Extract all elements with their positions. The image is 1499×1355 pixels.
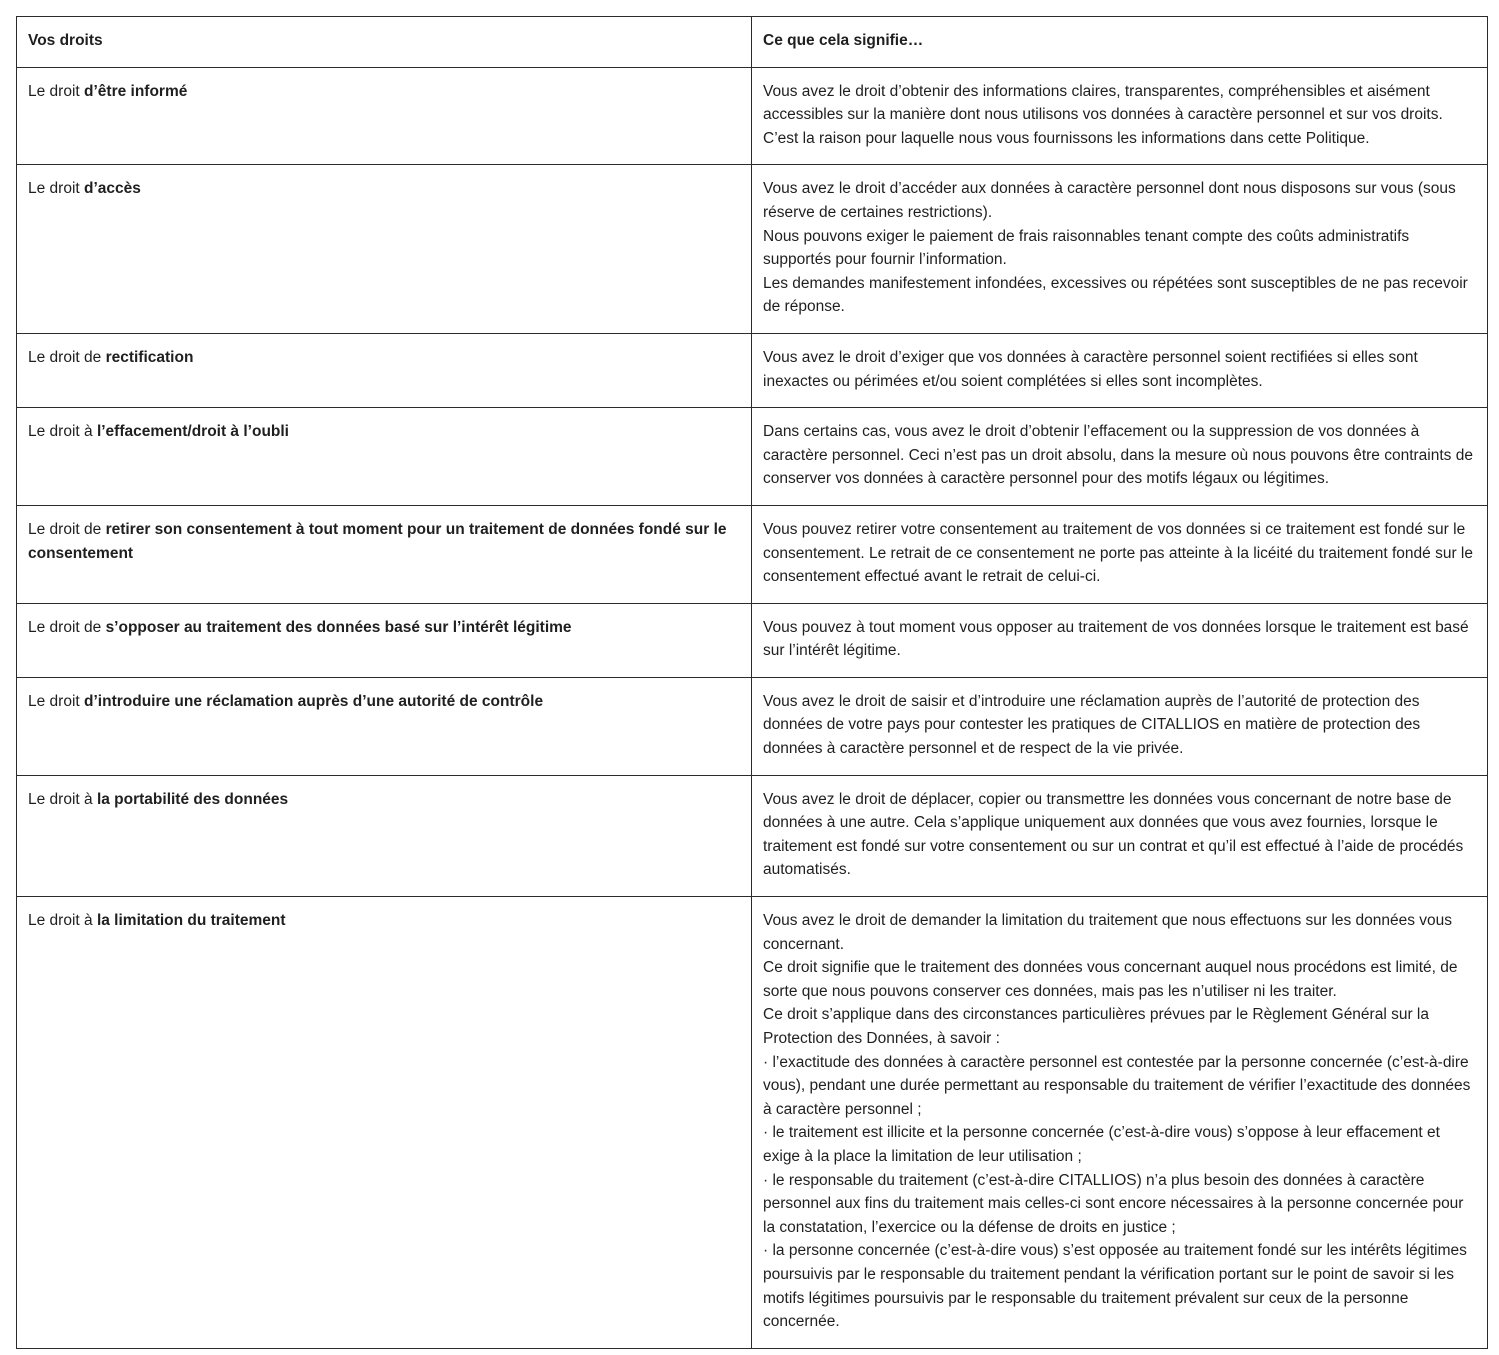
right-prefix: Le droit (28, 180, 85, 198)
right-cell (17, 408, 752, 506)
right-name: l’effacement/droit à l’oubli (96, 423, 289, 441)
meaning-cell (752, 897, 1488, 1349)
meaning-paragraph: Les demandes manifestement infondées, excessives ou répétées sont susceptibles de ne pas recevoir de réponse. (763, 274, 1468, 316)
rights-table (16, 16, 1488, 1349)
table-row (17, 505, 1488, 603)
table-row (17, 333, 1488, 407)
meaning-cell (752, 603, 1488, 677)
meaning-paragraph: Vous avez le droit de saisir et d’introduire une réclamation auprès de l’autorité de protection des données de votre pays pour contester les pratiques de CITALLIOS en matière de protection des données à caractère personnel et de respect de la vie privée. (763, 692, 1421, 758)
right-prefix: Le droit à (28, 423, 97, 441)
right-name: d’être informé (84, 82, 188, 100)
meaning-paragraph: Vous pouvez à tout moment vous opposer au traitement de vos données lorsque le traitement est basé sur l’intérêt légitime. (763, 618, 1469, 660)
right-cell (17, 603, 752, 677)
meaning-cell (752, 677, 1488, 775)
meaning-cell (752, 775, 1488, 896)
meaning-paragraph: Vous pouvez retirer votre consentement au traitement de vos données si ce traitement est fondé sur le consentement. Le retrait de ce consentement ne porte pas atteinte à la licéité du traitement fondé sur le consentement effectué avant le retrait de celui-ci. (763, 520, 1473, 586)
meaning-paragraph: Ce droit s’applique dans des circonstances particulières prévues par le Règlement Général sur la Protection des Données, à savoir : (763, 1006, 1429, 1047)
meaning-paragraph: Vous avez le droit d’accéder aux données à caractère personnel dont nous disposons sur vous (sous réserve de certaines restrictions). (763, 180, 1456, 221)
table-row (17, 677, 1488, 775)
meaning-paragraph: Nous pouvons exiger le paiement de frais raisonnables tenant compte des coûts administratifs supportés pour fournir l’information. (763, 227, 1410, 269)
right-cell (17, 165, 752, 334)
meaning-cell (752, 165, 1488, 334)
right-name: d’introduire une réclamation auprès d’une autorité de contrôle (84, 692, 544, 710)
right-cell (17, 677, 752, 775)
right-prefix: Le droit de (28, 520, 106, 538)
header-signification: Ce que cela signifie… (752, 17, 1488, 68)
right-cell (17, 67, 752, 165)
right-prefix: Le droit à (28, 912, 97, 930)
table-row (17, 165, 1488, 334)
meaning-cell (752, 333, 1488, 407)
table-row (17, 67, 1488, 165)
right-cell (17, 333, 752, 407)
meaning-cell (752, 505, 1488, 603)
right-prefix: Le droit de (28, 618, 106, 636)
meaning-cell (752, 67, 1488, 165)
meaning-paragraph: · la personne concernée (c’est-à-dire vous) s’est opposée au traitement fondé sur les intérêts légitimes poursuivis par le responsable du traitement pendant la vérification portant sur le point de savoir si les motifs légitimes poursuivis par le responsable du traitement prévalent sur ceux de la personne concernée. (763, 1242, 1467, 1331)
right-cell (17, 775, 752, 896)
right-name: d’accès (84, 180, 141, 198)
right-prefix: Le droit à (28, 790, 97, 808)
right-name: la portabilité des données (96, 790, 289, 808)
table-row (17, 775, 1488, 896)
right-cell (17, 897, 752, 1349)
meaning-paragraph: Vous avez le droit de déplacer, copier ou transmettre les données vous concernant de notre base de données à une autre. Cela s’applique uniquement aux données que vous avez fournies, lorsque le traitement est fondé sur votre consentement ou sur un contrat et qu’il est effectué à l’aide de procédés automatisés. (763, 790, 1464, 879)
header-vos-droits: Vos droits (17, 17, 752, 68)
meaning-paragraph: Vous avez le droit de demander la limitation du traitement que nous effectuons sur les données vous concernant. (763, 912, 1453, 953)
right-name: s’opposer au traitement des données basé sur l’intérêt légitime (105, 618, 572, 636)
meaning-paragraph: · le responsable du traitement (c’est-à-dire CITALLIOS) n’a plus besoin des données à caractère personnel aux fins du traitement mais celles-ci sont encore nécessaires à la personne concernée pour la constatation, l’exercice ou la défense de droits en justice ; (763, 1171, 1464, 1236)
table-header-row (17, 17, 1488, 68)
right-name: retirer son consentement à tout moment pour un traitement de données fondé sur le consentement (28, 520, 727, 562)
right-name: la limitation du traitement (96, 912, 286, 930)
right-cell (17, 505, 752, 603)
meaning-paragraph: · le traitement est illicite et la personne concernée (c’est-à-dire vous) s’oppose à leur effacement et exige à la place la limitation de leur utilisation ; (763, 1124, 1440, 1165)
right-prefix: Le droit (28, 82, 85, 100)
table-row (17, 897, 1488, 1349)
table-row (17, 603, 1488, 677)
meaning-paragraph: · l’exactitude des données à caractère personnel est contestée par la personne concernée (c’est-à-dire vous), pendant une durée permettant au responsable du traitement de vérifier l’exactitude des données à caractère personnel ; (763, 1053, 1471, 1118)
meaning-paragraph: Vous avez le droit d’exiger que vos données à caractère personnel soient rectifiées si elles sont inexactes ou périmées et/ou soient complétées si elles sont incomplètes. (763, 348, 1418, 390)
meaning-cell (752, 408, 1488, 506)
right-prefix: Le droit (28, 692, 85, 710)
meaning-paragraph: Dans certains cas, vous avez le droit d’obtenir l’effacement ou la suppression de vos données à caractère personnel. Ceci n’est pas un droit absolu, dans la mesure où nous pouvons être contraints de conserver vos données à caractère personnel pour des motifs légaux ou légitimes. (763, 423, 1473, 488)
meaning-paragraph: Vous avez le droit d’obtenir des informations claires, transparentes, compréhensibles et aisément accessibles sur la manière dont nous utilisons vos données à caractère personnel et sur vos droits. C’est la raison pour laquelle nous vous fournissons les informations dans cette Politique. (763, 82, 1443, 147)
right-prefix: Le droit de (28, 348, 106, 366)
table-row (17, 408, 1488, 506)
table-body (17, 67, 1488, 1348)
right-name: rectification (105, 348, 194, 366)
meaning-paragraph: Ce droit signifie que le traitement des données vous concernant auquel nous procédons est limité, de sorte que nous pouvons conserver ces données, mais pas les n’utiliser ni les traiter. (763, 959, 1458, 1000)
